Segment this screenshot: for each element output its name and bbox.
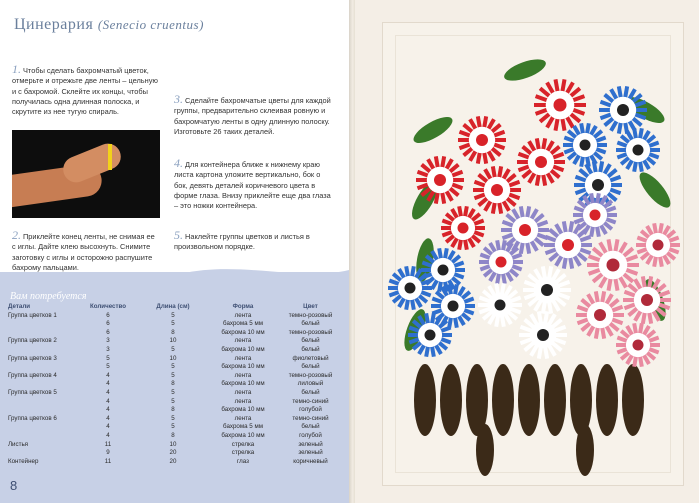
table-cell: 10 (169, 354, 177, 362)
table-cell: 6 (106, 320, 110, 328)
table-cell: лента (234, 337, 252, 345)
table-row (8, 406, 343, 415)
flower (616, 323, 660, 366)
hands-photo (12, 130, 160, 218)
table-row (8, 441, 343, 450)
table-cell: 5 (106, 363, 110, 371)
table-cell: 10 (169, 337, 177, 345)
step-number: 4. (174, 156, 183, 170)
table-cell: белый (301, 337, 320, 345)
table-cell: темно-синий (292, 414, 329, 422)
flower (519, 311, 567, 358)
table-cell: бахрома 5 мм (223, 320, 263, 328)
table-cell: зеленый (298, 449, 323, 457)
table-cell: Группа цветков 1 (8, 311, 57, 319)
page-number: 8 (10, 478, 18, 493)
table-cell: 4 (106, 397, 110, 405)
table-cell: 4 (106, 423, 110, 431)
table-cell (8, 363, 78, 372)
table-cell (8, 346, 78, 355)
page-title (14, 16, 204, 34)
table-cell: 4 (106, 414, 110, 422)
table-cell: 11 (104, 457, 112, 465)
table-cell: 6 (106, 311, 110, 319)
flower (523, 266, 571, 313)
table-cell: бахрома 10 мм (221, 363, 265, 371)
table-cell: лента (234, 397, 252, 405)
container-group (414, 364, 644, 476)
flower (616, 128, 660, 171)
table-cell: 5 (171, 371, 175, 379)
title-russian: Цинерария (14, 16, 94, 33)
table-cell: бахрома 10 мм (221, 380, 265, 388)
table-cell: 4 (106, 406, 110, 414)
table-cell: Группа цветков 2 (8, 337, 57, 345)
table-cell (8, 406, 78, 415)
table-cell: лента (234, 388, 252, 396)
table-row (8, 320, 343, 329)
table-cell: лиловый (297, 380, 324, 388)
step-number: 1. (12, 62, 21, 76)
header-cell: Длина (см) (156, 303, 190, 310)
table-cell: 5 (171, 423, 175, 431)
table-cell: 20 (169, 449, 177, 457)
table-header (8, 303, 343, 312)
table-row (8, 449, 343, 458)
table-cell: 4 (106, 388, 110, 396)
table-row (8, 346, 343, 355)
table-cell: темно-розовый (288, 371, 333, 379)
step-4 (174, 158, 334, 211)
table-cell: Группа цветков 4 (8, 371, 57, 379)
table-row (8, 355, 343, 364)
table-row (8, 337, 343, 346)
flower (388, 266, 432, 309)
table-row (8, 398, 343, 407)
container-eye (440, 364, 462, 436)
table-cell: 9 (106, 449, 110, 457)
table-cell: 10 (169, 440, 177, 448)
table-cell: 4 (106, 380, 110, 388)
table-cell: 11 (104, 440, 112, 448)
table-cell: 8 (171, 406, 175, 414)
table-cell: 3 (106, 345, 110, 353)
table-cell: темно-розовый (288, 311, 333, 319)
table-row (8, 458, 343, 467)
flower (416, 156, 464, 203)
container-eye (596, 364, 618, 436)
table-cell: стрелка (231, 440, 255, 448)
step-text: Приклейте конец ленты, не снимая ее с иглы. Дайте клею высохнуть. Снимите заготовку с иглы и осторожно распушите бахрому пальцами. (12, 232, 155, 272)
header-cell: Количество (89, 303, 127, 310)
table-cell: бахрома 10 мм (221, 345, 265, 353)
step-number: 2. (12, 228, 21, 242)
flower (479, 240, 523, 283)
step-number: 5. (174, 228, 183, 242)
table-cell: 3 (106, 337, 110, 345)
table-cell: темно-синий (292, 397, 329, 405)
flower (544, 221, 592, 268)
requirements-table (8, 303, 343, 466)
flower (576, 291, 624, 338)
table-cell: Группа цветков 3 (8, 354, 57, 362)
table-cell: 5 (171, 397, 175, 405)
flower (478, 283, 522, 326)
table-cell: голубой (299, 406, 322, 414)
step-text: Наклейте группы цветков и листья в произвольном порядке. (174, 232, 310, 252)
table-cell: 8 (171, 431, 175, 439)
table-row (8, 423, 343, 432)
table-cell: белый (301, 363, 320, 371)
table-cell: 4 (106, 371, 110, 379)
table-cell: стрелка (231, 449, 255, 457)
container-eye (492, 364, 514, 436)
flower (458, 116, 506, 163)
flower (473, 166, 521, 213)
table-row (8, 432, 343, 441)
table-cell: бахрома 10 мм (221, 328, 265, 336)
table-cell: белый (301, 388, 320, 396)
header-cell: Цвет (303, 303, 318, 310)
step-text: Для контейнера ближе к нижнему краю листа картона уложите вертикально, бок о бок, девять деталей коричневого цвета в форме глаза. Внизу приклейте еще два глаза – это ножки контейнера. (174, 160, 331, 211)
table-cell: 4 (106, 431, 110, 439)
step-text: Чтобы сделать бахромчатый цветок, отмерьте и отрежьте две ленты – цельную и с бахромой. Склейте их концы, чтобы получилась одна длинная полоска, и скрутите из нее тугую спираль. (12, 66, 158, 117)
table-cell: 8 (171, 380, 175, 388)
table-cell: глаз (237, 457, 249, 465)
table-cell: лента (234, 311, 252, 319)
table-row (8, 363, 343, 372)
requirements-title: Вам потребуется (10, 291, 87, 302)
table-row (8, 380, 343, 389)
container-eye (518, 364, 540, 436)
table-cell: Контейнер (8, 457, 39, 465)
table-cell: лента (234, 371, 252, 379)
step-1 (12, 64, 160, 117)
table-cell: фиолетовый (292, 354, 329, 362)
table-cell: Группа цветков 5 (8, 388, 57, 396)
container-eye (570, 364, 592, 436)
quilling-artwork (355, 0, 699, 503)
table-cell: лента (234, 414, 252, 422)
table-cell: лента (234, 354, 252, 362)
flower (441, 206, 485, 249)
table-row (8, 312, 343, 321)
table-cell (8, 380, 78, 389)
table-cell (8, 449, 78, 458)
table-cell: Группа цветков 6 (8, 414, 57, 422)
table-cell: белый (301, 423, 320, 431)
step-3 (174, 94, 334, 137)
container-eye (622, 364, 644, 436)
header-cell: Детали (8, 303, 31, 310)
table-cell: белый (301, 320, 320, 328)
table-cell: голубой (299, 431, 322, 439)
table-cell (8, 329, 78, 338)
container-eye (414, 364, 436, 436)
table-cell: 5 (106, 354, 110, 362)
table-row (8, 329, 343, 338)
table-cell: 5 (171, 311, 175, 319)
table-cell: 5 (171, 388, 175, 396)
table-cell: бахрома 5 мм (223, 423, 263, 431)
table-cell: коричневый (293, 457, 328, 465)
left-page (0, 0, 349, 503)
container-eye (544, 364, 566, 436)
flower (517, 138, 565, 185)
flower (408, 313, 452, 356)
table-cell: 6 (106, 328, 110, 336)
step-number: 3. (174, 92, 183, 106)
table-cell: белый (301, 345, 320, 353)
table-cell: зеленый (298, 440, 323, 448)
table-row (8, 372, 343, 381)
flower (563, 123, 607, 166)
leaf (502, 55, 549, 85)
table-cell (8, 320, 78, 329)
table-cell (8, 423, 78, 432)
container-leg (476, 424, 494, 476)
table-cell (8, 432, 78, 441)
table-cell: 5 (171, 320, 175, 328)
table-row (8, 415, 343, 424)
flower (599, 86, 647, 133)
table-cell: Листья (8, 440, 29, 448)
table-cell: темно-розовый (288, 328, 333, 336)
table-cell: 8 (171, 328, 175, 336)
table-row (8, 389, 343, 398)
step-5 (174, 230, 334, 253)
table-cell: 5 (171, 363, 175, 371)
table-cell: бахрома 10 мм (221, 406, 265, 414)
step-text: Сделайте бахромчатые цветы для каждой группы, предварительно склеивая ровную и бахромчатую ленты в одну длинную полоску. Изготовьте 26 таких деталей. (174, 96, 331, 136)
header-cell: Форма (232, 303, 254, 310)
table-cell: 5 (171, 345, 175, 353)
title-latin: (Senecio cruentus) (97, 17, 204, 32)
flower (534, 79, 586, 130)
table-cell: бахрома 10 мм (221, 431, 265, 439)
table-cell: 20 (169, 457, 177, 465)
leaf (410, 112, 456, 148)
table-cell (8, 398, 78, 407)
flower (636, 223, 680, 266)
flower (587, 239, 639, 290)
container-leg (576, 424, 594, 476)
leaf (635, 168, 676, 212)
table-cell: 5 (171, 414, 175, 422)
